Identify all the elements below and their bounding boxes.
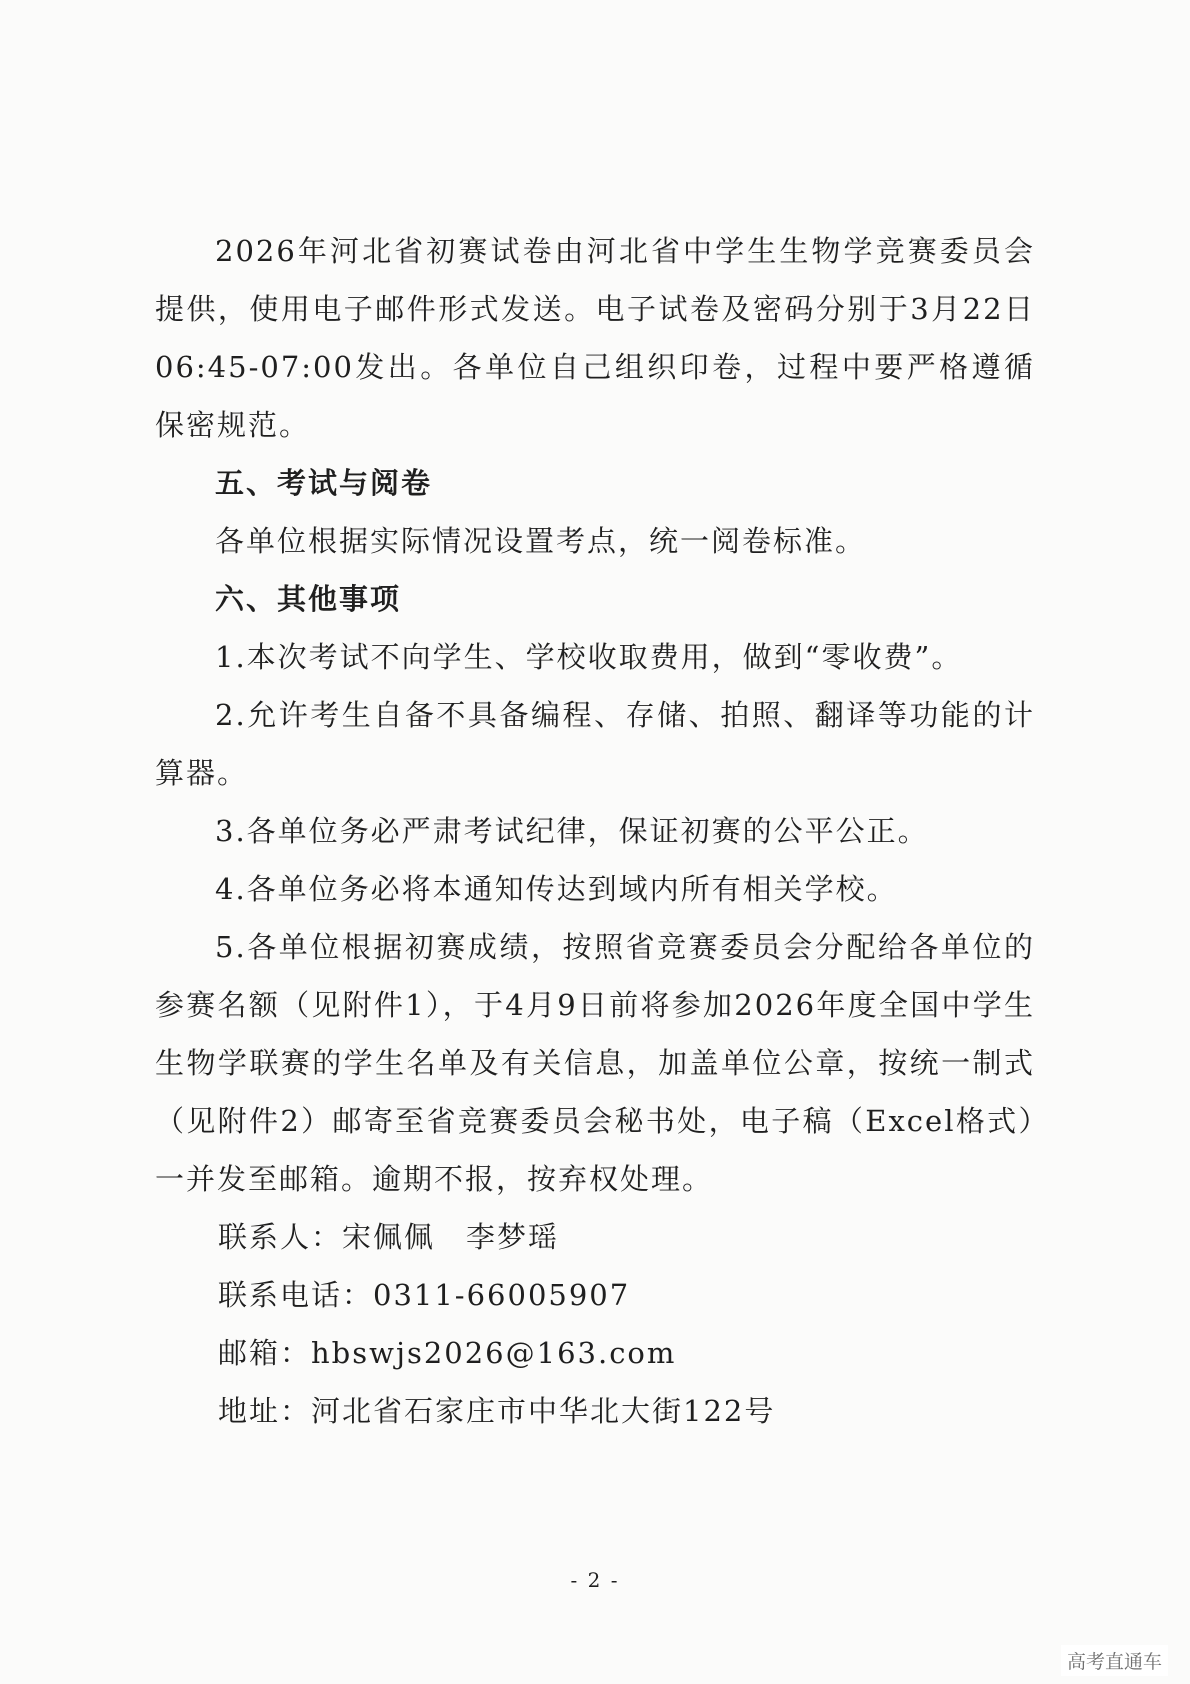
list-item-4: 4.各单位务必将本通知传达到域内所有相关学校。	[215, 872, 898, 906]
page-number: - 2 -	[570, 1568, 620, 1592]
document-body	[155, 222, 1035, 1440]
contact-email: 邮箱：hbswjs2026@163.com	[218, 1336, 677, 1370]
paragraph-exam-sites: 各单位根据实际情况设置考点，统一阅卷标准。	[215, 524, 867, 558]
list-item-3: 3.各单位务必严肃考试纪律，保证初赛的公平公正。	[215, 814, 929, 848]
watermark: 高考直通车	[1061, 1645, 1168, 1676]
contact-person: 联系人：宋佩佩 李梦瑶	[218, 1220, 560, 1254]
section-heading-exam-grading: 五、考试与阅卷	[215, 466, 433, 500]
section-heading-other-matters: 六、其他事项	[215, 582, 402, 616]
list-item-5: 5.各单位根据初赛成绩，按照省竞赛委员会分配给各单位的参赛名额（见附件1），于4月9日前将参加2026年度全国中学生生物学联赛的学生名单及有关信息，加盖单位公章，按统一制式（见附件2）邮寄至省竞赛委员会秘书处，电子稿（Excel格式）一并发至邮箱。逾期不报，按弃权处理。	[155, 930, 1035, 1196]
contact-info	[155, 1208, 1035, 1440]
list-item-1: 1.本次考试不向学生、学校收取费用，做到“零收费”。	[215, 640, 963, 674]
list-item-2: 2.允许考生自备不具备编程、存储、拍照、翻译等功能的计算器。	[155, 698, 1035, 790]
paragraph-exam-paper-delivery: 2026年河北省初赛试卷由河北省中学生生物学竞赛委员会提供，使用电子邮件形式发送。电子试卷及密码分别于3月22日06:45-07:00发出。各单位自己组织印卷，过程中要严格遵循保密规范。	[155, 234, 1035, 442]
contact-phone: 联系电话：0311-66005907	[218, 1278, 631, 1312]
contact-address: 地址：河北省石家庄市中华北大街122号	[218, 1394, 776, 1428]
